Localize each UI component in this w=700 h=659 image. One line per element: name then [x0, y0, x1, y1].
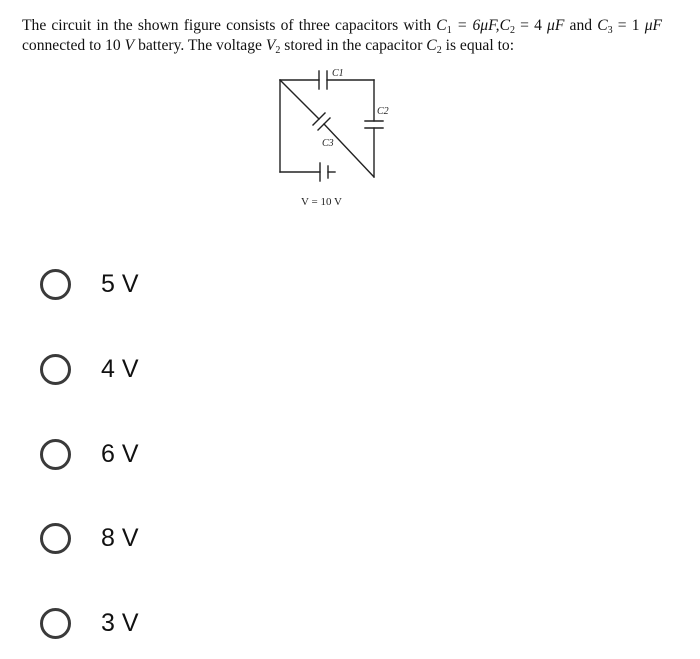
radio-button-icon[interactable] — [40, 439, 71, 470]
question-part5: is equal to: — [445, 37, 515, 54]
option-label: 8 V — [101, 523, 139, 552]
circuit-diagram — [270, 62, 400, 212]
c2-label: C2 — [377, 106, 389, 117]
radio-button-icon[interactable] — [40, 523, 71, 554]
c2-value: = 4 — [520, 17, 542, 34]
option-label: 4 V — [101, 354, 139, 383]
volt-unit: V — [124, 37, 135, 54]
option-5v[interactable] — [40, 264, 139, 304]
c1-symbol: C — [436, 17, 447, 34]
option-label: 3 V — [101, 608, 139, 637]
c2-unit: μF — [547, 17, 565, 34]
c1-label: C1 — [332, 68, 344, 79]
radio-button-icon[interactable] — [40, 608, 71, 639]
battery-label: V = 10 V — [301, 196, 342, 208]
c2-subscript: 2 — [509, 25, 515, 36]
question-text — [22, 16, 662, 56]
question-part1: The circuit in the shown figure consists of three capacitors with — [22, 17, 432, 34]
c3-value: = 1 — [617, 17, 640, 34]
c3-subscript: 3 — [607, 25, 613, 36]
c3-label: C3 — [322, 138, 334, 149]
option-6v[interactable] — [40, 434, 139, 474]
wire-diagonal-lower — [324, 124, 374, 177]
option-3v[interactable] — [40, 603, 139, 643]
wire-diagonal-upper — [280, 80, 319, 119]
cap-symbol: C — [426, 37, 437, 54]
c3-unit: μF — [644, 17, 663, 34]
c1-value: = 6μF, — [456, 17, 500, 34]
c2-symbol: C — [499, 17, 510, 34]
option-4v[interactable] — [40, 349, 139, 389]
question-part2: connected to 10 — [22, 37, 121, 54]
circuit-svg — [270, 62, 400, 212]
question-part3: battery. The voltage — [138, 37, 262, 54]
v2-subscript: 2 — [275, 45, 281, 56]
v2-symbol: V — [265, 37, 276, 54]
question-part4: stored in the capacitor — [284, 37, 423, 54]
option-label: 5 V — [101, 269, 139, 298]
option-label: 6 V — [101, 439, 139, 468]
option-8v[interactable] — [40, 518, 139, 558]
radio-button-icon[interactable] — [40, 354, 71, 385]
c1-subscript: 1 — [446, 25, 452, 36]
cap-subscript: 2 — [436, 45, 442, 56]
radio-button-icon[interactable] — [40, 269, 71, 300]
and-word: and — [569, 17, 593, 34]
c3-symbol: C — [597, 17, 608, 34]
